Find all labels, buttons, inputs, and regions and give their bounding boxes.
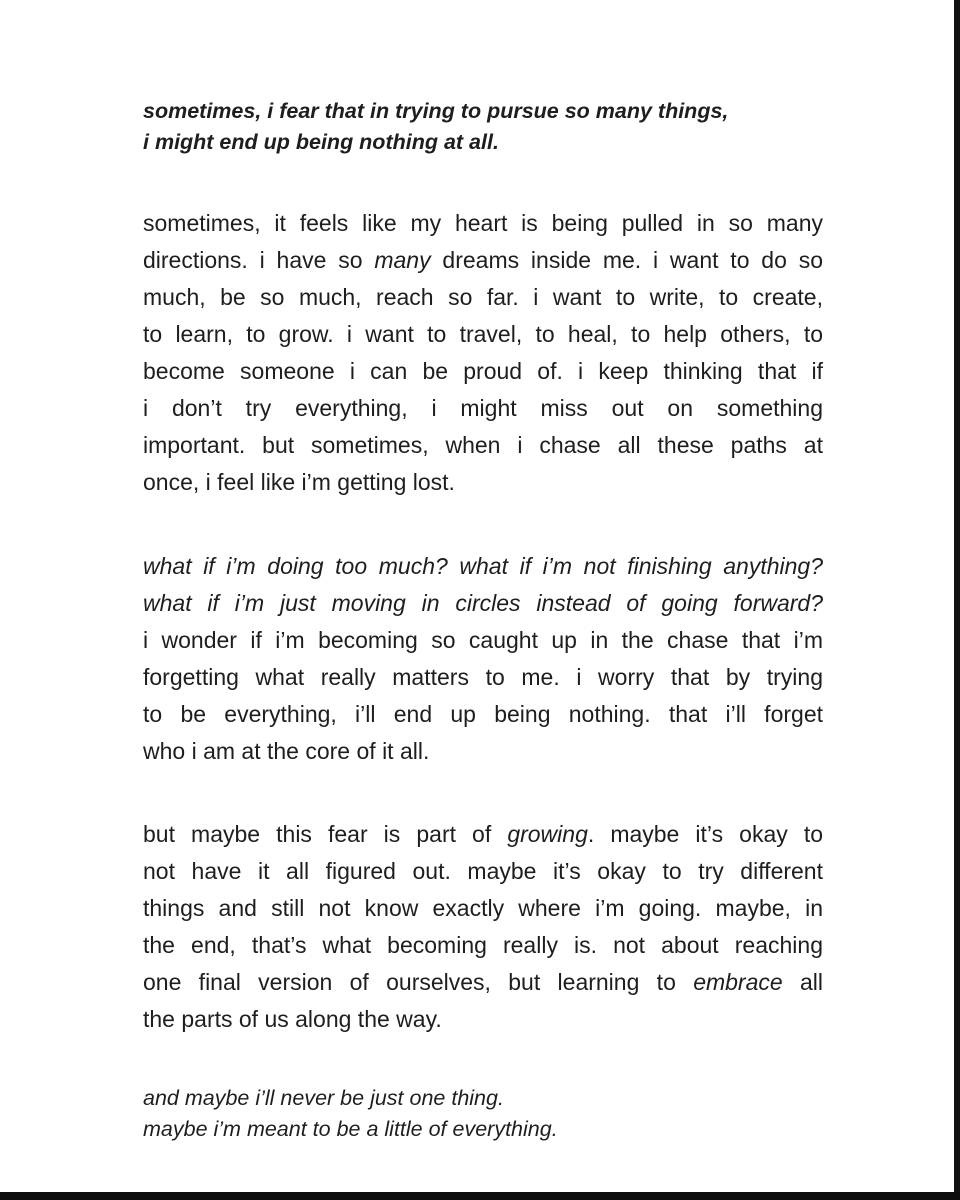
closing-lines [143,1083,823,1145]
paragraph-2 [143,548,823,770]
emphasis-word: many [374,247,431,273]
paragraph-1 [143,205,823,501]
paragraph-line: the parts of us along the way. [143,1006,442,1032]
paragraph-3 [143,816,823,1038]
closing-line: and maybe i’ll never be just one thing. [143,1086,504,1110]
paragraph-line: much, be so much, reach so far. i want to write, to create, [143,284,823,310]
paragraph-line: one final version of ourselves, but learning to embrace all [143,969,823,995]
right-border [954,0,960,1200]
closing-line: maybe i’m meant to be a little of everything. [143,1117,558,1141]
paragraph-line: i don’t try everything, i might miss out on something [143,395,823,421]
paragraph-line: the end, that’s what becoming really is. not about reaching [143,932,823,958]
emphasis-word: growing [507,821,588,847]
heading-line: sometimes, i fear that in trying to pursue so many things, [143,99,729,123]
paragraph-line: to learn, to grow. i want to travel, to heal, to help others, to [143,321,823,347]
paragraph-line: what if i’m just moving in circles instead of going forward? [143,590,823,616]
paragraph-line: but maybe this fear is part of growing. maybe it’s okay to [143,821,823,847]
paragraph-line: not have it all figured out. maybe it’s okay to try different [143,858,823,884]
paragraph-line: i wonder if i’m becoming so caught up in the chase that i’m [143,627,823,653]
paragraph-line: who i am at the core of it all. [143,738,430,764]
paragraph-line: important. but sometimes, when i chase all these paths at [143,432,823,458]
emphasis-word: embrace [693,969,783,995]
paragraph-line: what if i’m doing too much? what if i’m not finishing anything? [143,553,823,579]
paragraph-line: become someone i can be proud of. i keep thinking that if [143,358,823,384]
bottom-border [0,1192,960,1200]
poem-text [143,96,823,1145]
paragraph-line: things and still not know exactly where i’m going. maybe, in [143,895,823,921]
paragraph-line: directions. i have so many dreams inside me. i want to do so [143,247,823,273]
paragraph-line: sometimes, it feels like my heart is being pulled in so many [143,210,823,236]
paragraph-line: to be everything, i’ll end up being nothing. that i’ll forget [143,701,823,727]
opening-heading [143,96,823,158]
heading-line: i might end up being nothing at all. [143,130,499,154]
paragraph-line: forgetting what really matters to me. i worry that by trying [143,664,823,690]
paragraph-line: once, i feel like i’m getting lost. [143,469,455,495]
